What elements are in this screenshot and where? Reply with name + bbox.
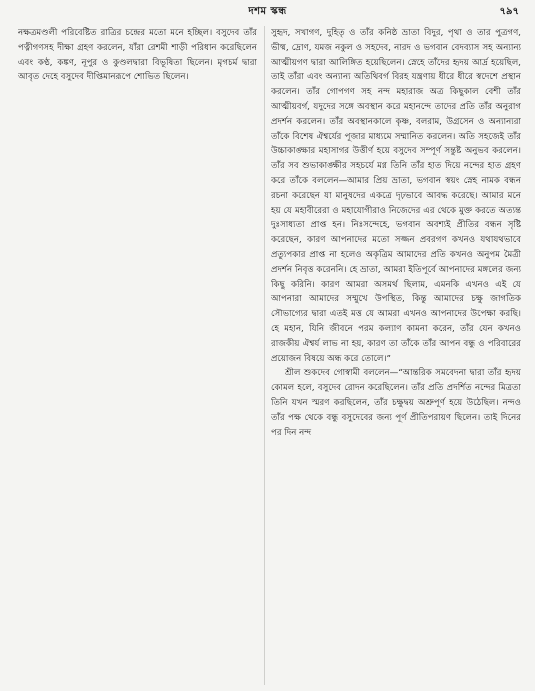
page-number: ৭৯৭ [499,6,519,17]
chapter-header: দশম স্কন্ধ [248,6,287,17]
right-column [271,26,521,687]
paragraph: শ্রীল শুকদেব গোস্বামী বললেন—“আন্তরিক সমবেদনা দ্বারা তাঁর হৃদয় কোমল হলে, বসুদেব রোদন করেছিলেন। তাঁর প্রতি প্রদর্শিত নন্দের মিত্রতা তিনি যখন স্মরণ করছিলেন, তাঁর চক্ষুদ্বয় অশ্রুপূর্ণ হয়ে উঠেছিল। নন্দও তাঁর পক্ষ থেকে বন্ধু বসুদেবের জন্য পূর্ণ প্রীতিপরায়ণ ছিলেন। তাই দিনের পর দিন নন্দ [271,368,521,438]
column-divider [264,26,265,685]
left-column [18,26,257,687]
paragraph: নক্ষত্রমণ্ডলী পরিবেষ্টিত রাত্রির চন্দ্রের মতো মনে হচ্ছিল। বসুদেব তাঁর পত্নীগণসহ দীক্ষা গ্রহণ করলেন, যাঁরা রেশমী শাড়ী পরিধান করেছিলেন এবং কণ্ঠ, কঙ্কণ, নূপুর ও কুণ্ডলদ্বারা বিভূষিতা ছিলেন। মৃগচর্ম দ্বারা আবৃত দেহে বসুদেব দীপ্তিমানরূপে শোভিত ছিলেন। [18,28,257,83]
paragraph: সুহৃদ, সখাগণ, দুহিতৃ ও তাঁর কনিষ্ঠ ভ্রাতা বিদুর, পৃথা ও তার পুত্রগণ, ভীষ্ম, দ্রোণ, যমজ নকুল ও সহদেব, নারদ ও ভগবান বেদব্যাস সহ অন্যান্য আত্মীয়গণ দ্বারা আলিঙ্গিত হয়েছিলেন। স্নেহে তাঁদের হৃদয় আর্দ্র হয়েছিল, তাই তাঁরা এবং অন্যান্য অতিথিবর্গ বিরহ যন্ত্রণায় ধীরে ধীরে স্বদেশে প্রস্থান করলেন। তাঁর গোপগণ সহ নন্দ মহারাজ অত্র কিছুকাল বেশী তাঁর আত্মীয়বর্গ, যদুদের সঙ্গে অবস্থান করে মহানন্দে তাদের প্রতি তাঁর অনুরাগ প্রদর্শন করলেন। তাঁর অবস্থানকালে কৃষ্ণ, বলরাম, উগ্রসেন ও অন্যান্যরা তাঁকে বিশেষ ঐশ্বর্যের পূজার মাধ্যমে সম্মানিত করলেন। অতি সহজেই তাঁর উচ্চাকাঙ্ক্ষার মহাসাগর উত্তীর্ণ হয়ে বসুদেব সম্পূর্ণ সন্তুষ্ট অনুভব করলেন। তাঁর সব শুভাকাঙ্ক্ষীর সহচর্যে মগ্ন তিনি তাঁর হাত দিয়ে নন্দের হাত গ্রহণ করে তাঁকে বললেন—আমার প্রিয় ভ্রাতা, ভগবান স্বয়ং স্নেহ নামক বন্ধন রচনা করেছেন যা মানুষদের একত্রে দৃঢ়ভাবে আবদ্ধ করেছে। আমার মনে হয় যে মহাবীরেরা ও মহাযোগীরাও নিজেদের এর থেকে মুক্ত করতে অত্যন্ত দুঃসাধ্যতা প্রাপ্ত হন। নিঃসন্দেহে, ভগবান অবশ্যই প্রীতির বন্ধন সৃষ্টি করেছেন, কারণ আপনাদের মতো সজ্জন প্রবরগণ কখনও যথাযথভাবে প্রত্যুপকার প্রাপ্ত না হলেও অকৃত্রিম আমাদের প্রতি কখনও অনুপম মৈত্রী প্রদর্শন নিবৃত্ত করেননি। হে ভ্রাতা, আমরা ইতিপূর্বে আপনাদের মঙ্গলের জন্য কিছু করিনি। কারণ আমরা অসমর্থ ছিলাম, এমনকি এখনও এই যে আপনারা আমাদের সম্মুখে উপস্থিত, কিন্তু আমাদের চক্ষু জাগতিক সৌভাগ্যের দ্বারা এতই মত্ত যে আমরা এখনও আপনাদের উপেক্ষা করছি। হে মহান, যিনি জীবনে পরম কল্যাণ কামনা করেন, তাঁর যেন কখনও রাজকীয় ঐশ্বর্য লাভ না হয়, কারণ তা তাঁকে তাঁর আপন বন্ধু ও পরিবারের প্রয়োজন বিষয়ে অন্ধ করে তোলে।” [271,28,521,364]
